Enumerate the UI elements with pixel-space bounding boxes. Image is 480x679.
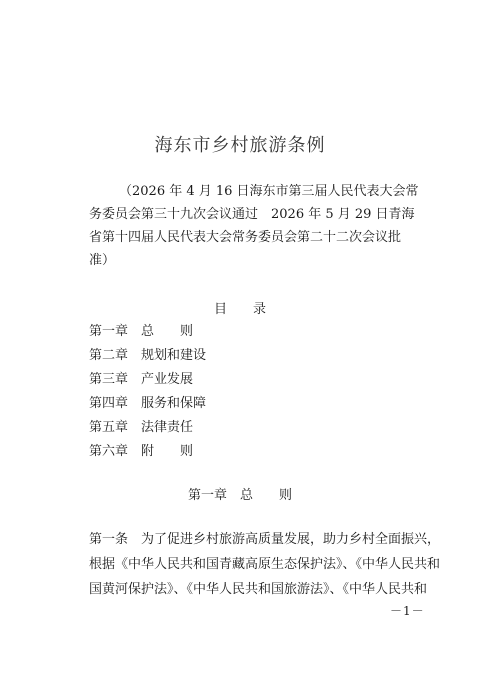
chapter-heading: 第一章 总 则 [187, 488, 292, 503]
article-line: 国黄河保护法》、《中华人民共和国旅游法》、《中华人民共和 [89, 582, 428, 597]
toc-chapter-number: 第五章 [89, 420, 129, 435]
toc-chapter-number: 第六章 [89, 444, 129, 459]
toc-chapter-title: 法律责任 [141, 420, 194, 435]
toc-item [89, 344, 206, 368]
toc-item [89, 368, 206, 392]
approval-line: 务委员会第三十九次会议通过 2026 年 5 月 29 日青海 [89, 207, 415, 222]
approval-line: 准） [89, 253, 116, 268]
approval-note [89, 180, 419, 272]
toc-item [89, 392, 206, 416]
toc-item [89, 416, 206, 440]
toc-chapter-number: 第二章 [89, 348, 129, 363]
toc-item [89, 320, 206, 344]
toc-chapter-title: 规划和建设 [141, 348, 207, 363]
toc-chapter-number: 第三章 [89, 372, 129, 387]
article-line: 根据《中华人民共和国青藏高原生态保护法》、《中华人民共和 [89, 557, 441, 572]
toc-chapter-title: 产业发展 [141, 372, 194, 387]
article-line: 第一条 为了促进乡村旅游高质量发展，助力乡村全面振兴， [89, 532, 441, 547]
toc-item [89, 440, 206, 464]
toc-chapter-number: 第一章 [89, 324, 129, 339]
toc-heading [0, 298, 480, 317]
toc-chapter-title: 附 则 [141, 444, 194, 459]
toc-chapter-title: 服务和保障 [141, 396, 207, 411]
toc-heading-text: 目 录 [213, 302, 266, 317]
approval-line: 省第十四届人民代表大会常务委员会第二十二次会议批 [89, 230, 402, 245]
page-number: －1－ [390, 604, 425, 618]
approval-line: （2026 年 4 月 16 日海东市第三届人民代表大会常 [119, 184, 419, 199]
toc-chapter-title: 总 则 [141, 324, 194, 339]
document-title: 海东市乡村旅游条例 [154, 135, 326, 156]
table-of-contents [89, 320, 206, 464]
article-text [89, 527, 439, 602]
toc-chapter-number: 第四章 [89, 396, 129, 411]
